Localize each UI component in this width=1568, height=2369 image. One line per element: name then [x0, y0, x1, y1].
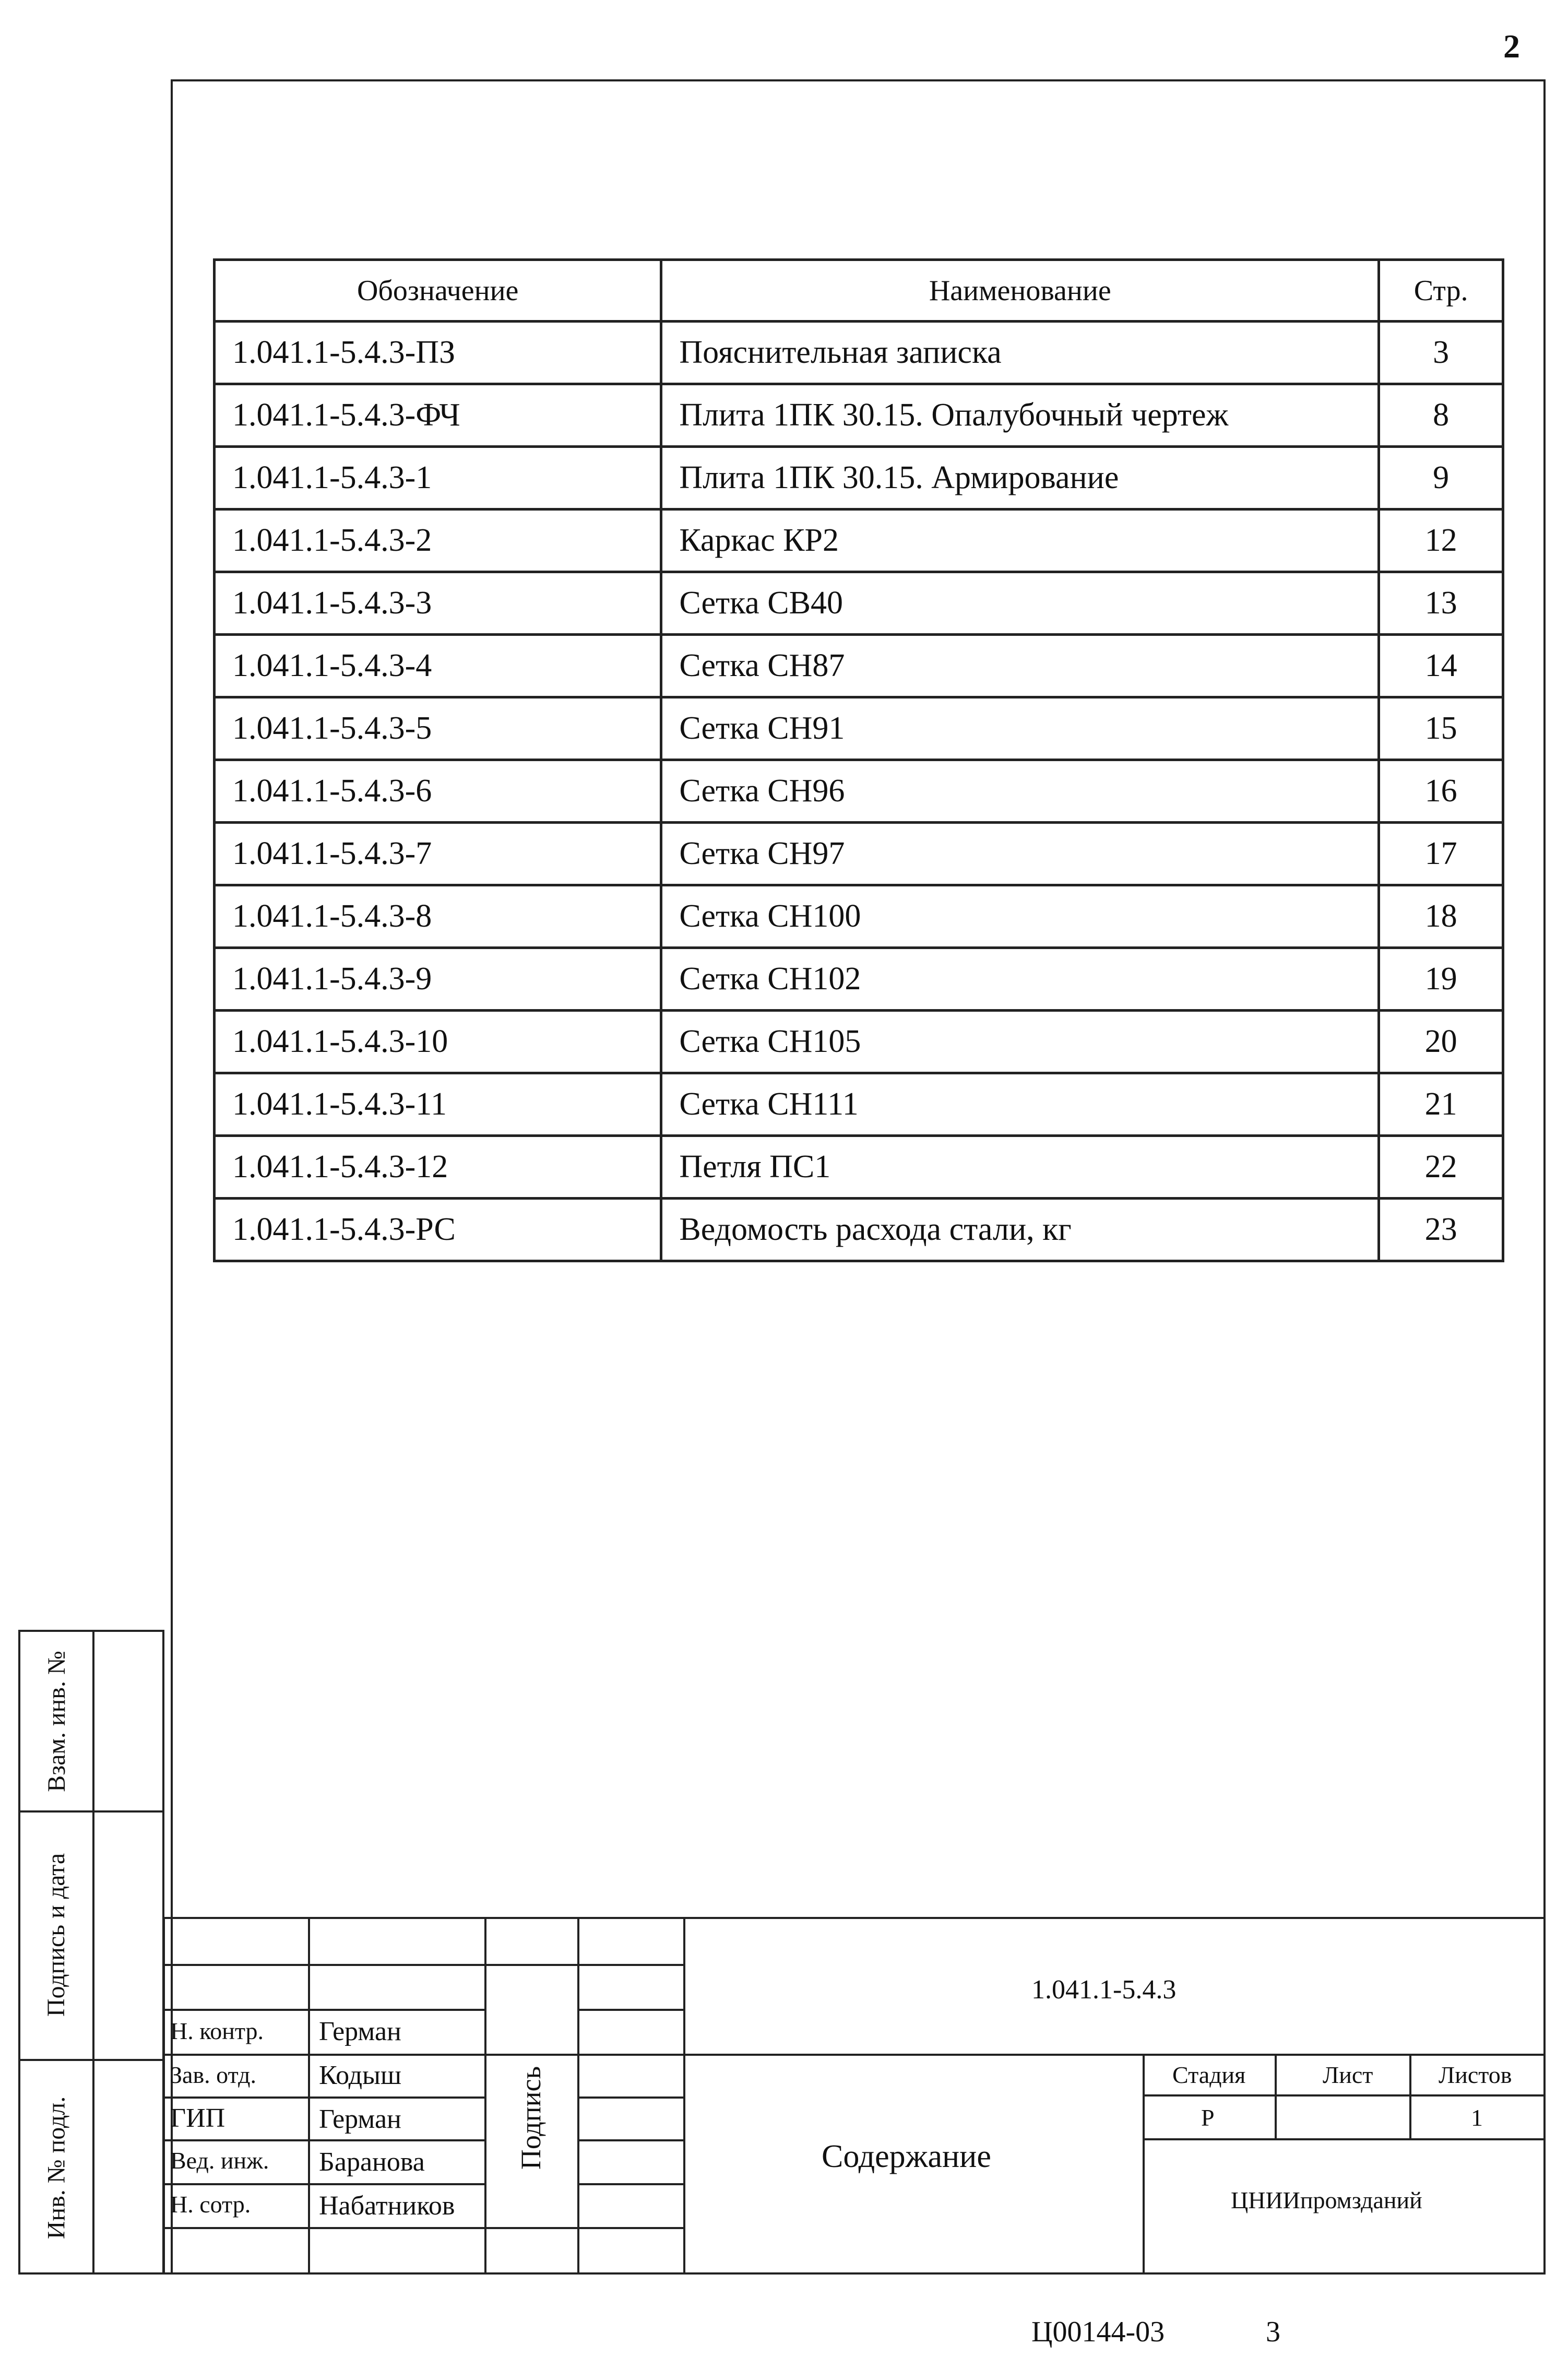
- row-name: Сетка СН100: [661, 885, 1379, 948]
- row-name: Плита 1ПК 30.15. Опалубочный чертеж: [661, 384, 1379, 447]
- row-page: 8: [1379, 384, 1503, 447]
- row-page: 18: [1379, 885, 1503, 948]
- table-row: [215, 697, 1503, 760]
- table-row: [215, 635, 1503, 697]
- row-name: Сетка СН102: [661, 948, 1379, 1011]
- header-page: Стр.: [1379, 260, 1503, 322]
- row-designation: 1.041.1-5.4.3-8: [215, 885, 661, 948]
- footer-page: 3: [1266, 2316, 1280, 2348]
- row-name: Сетка СН96: [661, 760, 1379, 823]
- table-row: [215, 572, 1503, 635]
- row-page: 3: [1379, 322, 1503, 384]
- doc-title: Содержание: [822, 2139, 991, 2174]
- row-page: 14: [1379, 635, 1503, 697]
- title-block: [163, 1917, 1546, 2275]
- row-page: 15: [1379, 697, 1503, 760]
- signature-label: Подпись: [515, 2066, 547, 2170]
- row-name: Каркас КР2: [661, 510, 1379, 572]
- row-designation: 1.041.1-5.4.3-1: [215, 447, 661, 510]
- row-designation: 1.041.1-5.4.3-РС: [215, 1199, 661, 1261]
- name-german-2: Герман: [319, 2104, 401, 2134]
- row-designation: 1.041.1-5.4.3-6: [215, 760, 661, 823]
- stage-value: Р: [1201, 2104, 1215, 2131]
- table-row: [215, 823, 1503, 885]
- side-inv-podl: Инв. № подл.: [42, 2096, 70, 2240]
- table-row: [215, 384, 1503, 447]
- table-row: [215, 1136, 1503, 1199]
- side-podpis-data: Подпись и дата: [42, 1853, 70, 2017]
- table-row: [215, 447, 1503, 510]
- row-name: Петля ПС1: [661, 1136, 1379, 1199]
- organization: ЦНИИпромзданий: [1231, 2187, 1422, 2213]
- row-page: 16: [1379, 760, 1503, 823]
- stage-label: Стадия: [1172, 2062, 1246, 2088]
- name-baranova: Баранова: [319, 2147, 425, 2177]
- footer-code: Ц00144-03: [1031, 2316, 1165, 2348]
- row-name: Сетка СН91: [661, 697, 1379, 760]
- name-kodysh: Кодыш: [319, 2060, 402, 2090]
- row-designation: 1.041.1-5.4.3-ФЧ: [215, 384, 661, 447]
- table-row: [215, 510, 1503, 572]
- table-row: [215, 1199, 1503, 1261]
- row-name: Сетка СН87: [661, 635, 1379, 697]
- row-name: Пояснительная записка: [661, 322, 1379, 384]
- table-row: [215, 1073, 1503, 1136]
- row-name: Сетка СН105: [661, 1011, 1379, 1073]
- side-vzam-inv: Взам. инв. №: [42, 1650, 70, 1792]
- row-designation: 1.041.1-5.4.3-ПЗ: [215, 322, 661, 384]
- sheets-value: 1: [1471, 2104, 1483, 2131]
- row-page: 13: [1379, 572, 1503, 635]
- row-designation: 1.041.1-5.4.3-7: [215, 823, 661, 885]
- row-name: Сетка СН97: [661, 823, 1379, 885]
- table-row: [215, 1011, 1503, 1073]
- table-row: [215, 760, 1503, 823]
- row-page: 12: [1379, 510, 1503, 572]
- table-header-row: [215, 260, 1503, 322]
- row-page: 19: [1379, 948, 1503, 1011]
- row-page: 23: [1379, 1199, 1503, 1261]
- role-n-sotr: Н. сотр.: [170, 2191, 251, 2218]
- row-page: 21: [1379, 1073, 1503, 1136]
- role-n-kontr: Н. контр.: [170, 2018, 264, 2044]
- table-row: [215, 948, 1503, 1011]
- row-designation: 1.041.1-5.4.3-12: [215, 1136, 661, 1199]
- name-german-1: Герман: [319, 2017, 401, 2046]
- row-name: Сетка СН111: [661, 1073, 1379, 1136]
- header-designation: Обозначение: [215, 260, 661, 322]
- page-number: 2: [1503, 28, 1520, 65]
- row-designation: 1.041.1-5.4.3-10: [215, 1011, 661, 1073]
- row-page: 22: [1379, 1136, 1503, 1199]
- row-page: 20: [1379, 1011, 1503, 1073]
- row-designation: 1.041.1-5.4.3-9: [215, 948, 661, 1011]
- side-stamp: [18, 1630, 164, 2275]
- header-name: Наименование: [661, 260, 1379, 322]
- role-ved-inzh: Вед. инж.: [170, 2147, 269, 2174]
- row-designation: 1.041.1-5.4.3-4: [215, 635, 661, 697]
- role-gip: ГИП: [170, 2103, 225, 2133]
- row-page: 9: [1379, 447, 1503, 510]
- sheet-label: Лист: [1323, 2062, 1373, 2088]
- row-name: Ведомость расхода стали, кг: [661, 1199, 1379, 1261]
- name-nabatnikov: Набатников: [319, 2191, 455, 2221]
- sheets-label: Листов: [1439, 2062, 1512, 2088]
- table-row: [215, 885, 1503, 948]
- row-designation: 1.041.1-5.4.3-3: [215, 572, 661, 635]
- row-name: Сетка СВ40: [661, 572, 1379, 635]
- row-designation: 1.041.1-5.4.3-5: [215, 697, 661, 760]
- role-zav-otd: Зав. отд.: [170, 2062, 256, 2088]
- row-designation: 1.041.1-5.4.3-2: [215, 510, 661, 572]
- contents-table: [213, 258, 1504, 1262]
- table-row: [215, 322, 1503, 384]
- row-name: Плита 1ПК 30.15. Армирование: [661, 447, 1379, 510]
- row-designation: 1.041.1-5.4.3-11: [215, 1073, 661, 1136]
- doc-designation: 1.041.1-5.4.3: [1031, 1975, 1177, 2005]
- row-page: 17: [1379, 823, 1503, 885]
